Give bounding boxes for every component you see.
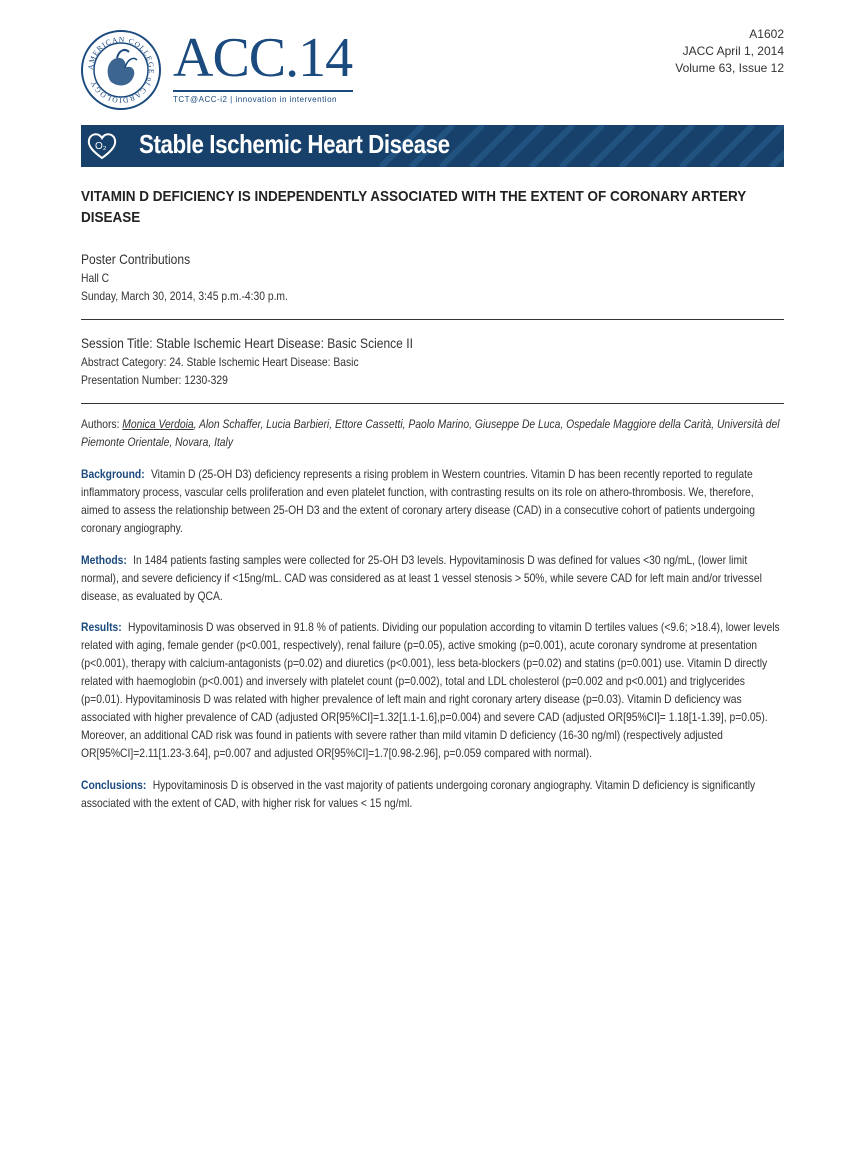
methods-label: Methods: — [81, 553, 127, 567]
conclusions-section — [81, 776, 784, 812]
session-datetime: Sunday, March 30, 2014, 3:45 p.m.-4:30 p.m. — [81, 289, 288, 303]
divider-bottom — [81, 403, 784, 404]
authors — [81, 415, 784, 451]
journal-date: JACC April 1, 2014 — [682, 44, 784, 58]
methods-section — [81, 551, 784, 605]
svg-text:AMERICAN COLLEGE of CARDIOLOGY: AMERICAN COLLEGE of CARDIOLOGY — [85, 34, 157, 106]
background-section — [81, 465, 784, 537]
conclusions-label: Conclusions: — [81, 778, 147, 792]
session-location: Hall C — [81, 271, 110, 285]
article-title: VITAMIN D DEFICIENCY IS INDEPENDENTLY ASSOCIATED WITH THE EXTENT OF CORONARY ARTERY DISEASE — [81, 188, 747, 226]
background-label: Background: — [81, 467, 145, 481]
session-block — [81, 250, 784, 305]
svg-text:O₂: O₂ — [95, 141, 107, 152]
authors-list: , Alon Schaffer, Lucia Barbieri, Ettore Cassetti, Paolo Marino, Giuseppe De Luca, Ospedale Maggiore della Carità, Università del Piemonte Orientale, Novara, Italy — [81, 417, 780, 449]
acc14-brand — [173, 28, 353, 104]
results-section — [81, 618, 784, 762]
presenting-author: Monica Verdoia — [122, 417, 194, 431]
abstract-id: A1602 — [749, 27, 784, 41]
abstract-category: Abstract Category: 24. Stable Ischemic Heart Disease: Basic — [81, 355, 359, 369]
acc-seal-logo — [81, 30, 161, 110]
category-banner — [81, 125, 784, 167]
authors-label: Authors: — [81, 417, 123, 431]
heart-o2-icon — [83, 127, 121, 165]
methods-text: In 1484 patients fasting samples were collected for 25-OH D3 levels. Hypovitaminosis D was defined for values <30 ng/mL, (lower limit normal), and severe deficiency if <15ng/mL. CAD was considered as at least 1 vessel stenosis > 50%, while severe CAD for left main and/or trivessel disease, as evaluated by QCA. — [81, 553, 762, 603]
presentation-number: Presentation Number: 1230-329 — [81, 373, 228, 387]
divider-top — [81, 319, 784, 320]
brand-name: ACC.14 — [173, 27, 353, 89]
results-label: Results: — [81, 620, 122, 634]
results-text: Hypovitaminosis D was observed in 91.8 % of patients. Dividing our population according to vitamin D tertiles values (<9.6; >18.4), lower levels related with aging, female gender (p<0.001, respectively), renal failure (p=0.05), active smoking (p=0.001), acute coronary syndrome at presentation (p<0.001), therapy with calcium-antagonists (p=0.02) and diuretics (p<0.001), less beta-blockers (p=0.02) and statins (p=0.001) use. Vitamin D directly related with haemoglobin (p<0.001) and inversely with platelet count (p=0.002), total and LDL cholesterol (p=0.002 and p<0.001) and triglycerides (p=0.01). Hypovitaminosis D was related with higher prevalence of left main and right coronary artery disease (p=0.03). Vitamin D deficiency was associated with higher prevalence of CAD (adjusted OR[95%CI]=1.32[1.1-1.6],p=0.004) and severe CAD (adjusted OR[95%CI]= 1.18[1-1.39], p=0.05). Moreover, an additional CAD risk was found in patients with severe rather than mild vitamin D deficiency (16-30 ng/ml) (respectively adjusted OR[95%CI]=2.11[1.23-3.64], p=0.007 and adjusted OR[95%CI]=1.7[0.98-2.96], p=0.059 compared with normal). — [81, 620, 780, 760]
brand-tagline: TCT@ACC-i2 | innovation in intervention — [173, 95, 337, 104]
brand-rule — [173, 90, 353, 92]
journal-info — [675, 26, 784, 77]
session-info — [81, 334, 784, 389]
session-title: Session Title: Stable Ischemic Heart Disease: Basic Science II — [81, 335, 413, 351]
volume-issue: Volume 63, Issue 12 — [675, 61, 784, 75]
session-type: Poster Contributions — [81, 251, 191, 267]
conclusions-text: Hypovitaminosis D is observed in the vast majority of patients undergoing coronary angiography. Vitamin D deficiency is significantly associated with the extent of CAD, with higher risk for values < 15 ng/ml. — [81, 778, 756, 810]
background-text: Vitamin D (25-OH D3) deficiency represents a rising problem in Western countries. Vitamin D has been recently reported to regulate inflammatory process, vascular cells proliferation and even platelet function, with contrasting results on its role on athero-thrombosis. We, therefore, aimed to assess the relationship between 25-OH D3 and the extent of coronary artery disease (CAD) in a consecutive cohort of patients undergoing coronary angiography. — [81, 467, 756, 535]
banner-title: Stable Ischemic Heart Disease — [139, 129, 450, 159]
page-header — [81, 26, 784, 112]
